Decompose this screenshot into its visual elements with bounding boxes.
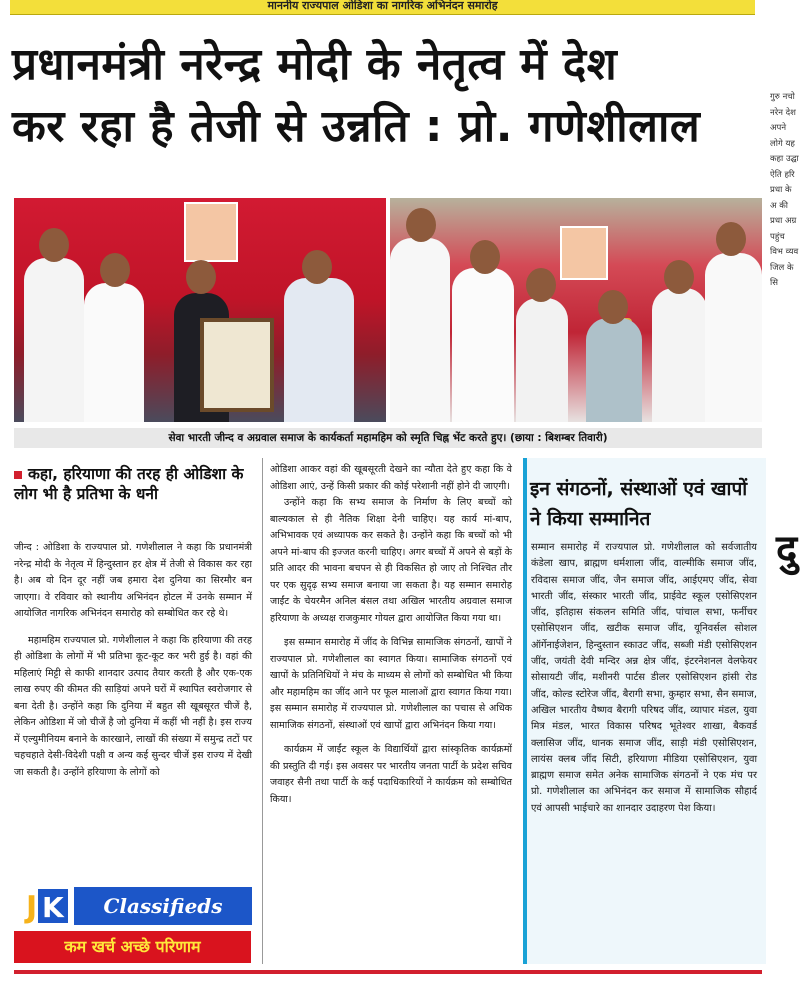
person-head (406, 208, 436, 242)
column-divider (262, 458, 263, 964)
top-banner (10, 0, 755, 15)
classifieds-tagline: कम खर्च अच्छे परिणाम (14, 931, 251, 963)
honors-title: इन संगठनों, संस्थाओं एवं खापों ने किया सम्मानित (530, 478, 748, 530)
classifieds-banner: Classifieds (74, 887, 252, 925)
person-figure (586, 318, 642, 422)
person-head (664, 260, 694, 294)
left-subheading-text: कहा, हरियाणा की तरह ही ओडिशा के लोग भी है प्रतिभा के धनी (14, 465, 244, 503)
person-head (598, 290, 628, 324)
bottom-rule (14, 970, 762, 974)
portrait-inset (560, 226, 608, 280)
paragraph: ओडिशा आकर वहां की खूबसूरती देखने का न्यौता देते हुए कहा कि वे ओडिशा आएं, उन्हें किसी प्रकार की कोई परेशानी नहीं होने दी जाएगी। (270, 464, 512, 492)
left-article-body (14, 540, 252, 781)
person-figure (24, 258, 84, 422)
person-head (302, 250, 332, 284)
photo-right (390, 198, 762, 422)
person-head (100, 253, 130, 287)
paragraph: उन्होंने कहा कि सभ्य समाज के निर्माण के लिए बच्चों को बाल्यकाल से ही नैतिक शिक्षा देनी चाहिए। यह कार्य मां-बाप, अभिभावक एवं अध्यापक कर सकते है। उन्होंने कहा कि बच्चों को भी अपने मां-बाप की इज्जत करनी चाहिए। अगर बच्चों में अपने से बड़ों के प्रति आदर की भावना बचपन से ही विकसित हो जाए तो निश्चित तौर पर एक सुदृढ़ सभ्य समाज बनाया जा सकता है। यह सम्मान समारोह जाईंट के चेयरमैन अनिल बंसल तथा अखिल भारतीय अग्रवाल समाज हरियाणा के अध्यक्ष राजकुमार गोयल द्वारा आयोजित किया गया था। (270, 497, 512, 624)
person-figure (452, 268, 514, 422)
portrait-inset (184, 202, 238, 262)
paragraph: कार्यक्रम में जाईंट स्कूल के विद्यार्थियों द्वारा सांस्कृतिक कार्यक्रमों की प्रस्तुति दी गई। इस अवसर पर भारतीय जनता पार्टी के प्रदेश सचिव जवाहर सैनी तथा पार्टी के कई पदाधिकारियों ने कार्यक्रम को सम्बोधित किया। (270, 744, 512, 805)
memento-frame (200, 318, 274, 412)
svg-text:J: J (26, 890, 38, 925)
svg-text:K: K (42, 891, 64, 924)
person-head (526, 268, 556, 302)
middle-article-body (270, 462, 512, 808)
top-banner-text: माननीय राज्यपाल ओडिशा का नागरिक अभिनंदन समारोह (267, 0, 498, 12)
bullet-square-icon (14, 471, 22, 479)
person-figure (84, 283, 144, 422)
person-figure (284, 278, 354, 422)
person-figure (705, 253, 762, 422)
photo-left (14, 198, 386, 422)
paragraph: महामहिम राज्यपाल प्रो. गणेशीलाल ने कहा कि हरियाणा की तरह ही ओडिशा के लोगों में भी प्रतिभा कूट-कूट कर भरी हुई है। वहां की महिलाएं मिट्टी से काफी शानदार उत्पाद तैयार करती है और एक-एक लाख रुपए की कीमत की साड़ियां अपने घरों में स्थापित स्वरोजगार से बना देती है। उन्होंने कहा कि दुनिया में बहुत सी खूबसूरत चीजें है, लेकिन ओडिशा में जो चीजें है जो दुनिया में कहीं भी नहीं है। इस राज्य में एल्युमीनियम बनाने के कारखाने, लाखों की संख्या में समुन्द्र तटों पर चहचहाते देसी-विदेशी पक्षी व अन्य कई सुन्दर चीजें इस राज्य में देखी जा सकती है। उन्होंने हरियाणा के लोगों को (14, 634, 252, 778)
person-head (39, 228, 69, 262)
person-head (716, 222, 746, 256)
adjacent-column-fragment: गुरु नचो नरेन देश अपने लोगे यह कहा उद्घा ऐति हरि प्रधा के अ की प्रधा अग्र पहुंच विभ व्यव जिल के सि (770, 92, 799, 288)
honors-body: सम्मान समारोह में राज्यपाल प्रो. गणेशीलाल को सर्वजातीय कंडेला खाप, ब्राह्मण धर्मशाला जींद, वाल्मीकि समाज जींद, रविदास समाज जींद, जैन समाज जींद, आईएमए जींद, सेवा भारती जींद, संस्कार भारती जींद, प्राईवेट स्कूल एसोसिएशन जींद, इतिहास संकलन समिति जींद, पांचाल सभा, फर्नीचर एसोसिएशन जींद, खटीक समाज जींद, यूनिवर्सल सोशल ऑर्गेनाईजेशन, हिन्दुस्तान स्काउट जींद, सब्जी मंडी एसोसिएशन जींद, जयंती देवी मन्दिर अन्न क्षेत्र जींद, इंटरनेशनल वेलफेयर सोसायटी जींद, मशीनरी पार्टस डीलर एसोसिएशन हांसी रोड जींद, कोल्ड स्टोरेज जींद, बैरागी सभा, कुम्हार सभा, सैन समाज, अखिल भारतीय वैष्णव बैरागी परिषद जींद, व्यापार मंडल, युवा मित्र मंडल, भारत विकास परिषद भूतेश्वर शाखा, बैकवर्ड क्लासिज जींद, धानक समाज जींद, साड़ी मंडी एसोसिएशन, लायंस क्लब जींद सिटी, हरियाणा मीडिया एसोसिएशन, युवा ब्राह्मण समाज समेत अनेक सामाजिक संगठनों ने एक मंच पर प्रो. गणेशीलाल का अभिनंदन कर समाज में सामाजिक सौहार्द एवं आपसी भाईचारे का शानदार उदाहरण पेश किया। (531, 542, 757, 814)
person-figure (516, 298, 568, 422)
headline-line-1: प्रधानमंत्री नरेन्द्र मोदी के नेतृत्व में देश (12, 39, 618, 90)
paragraph: जीन्द : ओडिशा के राज्यपाल प्रो. गणेशीलाल ने कहा कि प्रधानमंत्री नरेन्द्र मोदी के नेतृत्व में हिन्दुस्तान हर क्षेत्र में तेजी से विकास कर रहा है। अब वो दिन दूर नहीं जब हमारा देश दुनिया का सिरमौर बन जाएगा। वे रविवार को स्थानीय अभिनंदन होटल में उनके सम्मान में आयोजित नागरिक अभिनंदन समारोह को सम्बोधित कर रहे थे। (14, 542, 252, 619)
headline-line-2: कर रहा है तेजी से उन्नति : प्रो. गणेशीलाल (12, 101, 701, 152)
person-head (470, 240, 500, 274)
photo-caption: सेवा भारती जीन्द व अग्रवाल समाज के कार्यकर्ता महामहिम को स्मृति चिह्न भेंट करते हुए। (छाया : बिशम्बर तिवारी) (14, 428, 762, 448)
adjacent-headline-fragment: दु (776, 527, 798, 573)
person-figure (652, 288, 707, 422)
headline (12, 34, 752, 158)
classifieds-ad (14, 887, 251, 965)
jk-logo-icon (22, 887, 70, 925)
person-head (186, 260, 216, 294)
left-subheading (14, 464, 254, 504)
paragraph: इस सम्मान समारोह में जींद के विभिन्न सामाजिक संगठनों, खापों ने राज्यपाल प्रो. गणेशीलाल का स्वागत किया। सामाजिक संगठनों एवं खापों के प्रतिनिधियों ने मंच के माध्यम से लोगों को सम्बोधित भी किया और महामहिम का जींद आने पर फूल मालाओं द्वारा स्वागत किया गया। इस सम्मान समारोह में राज्यपाल प्रो. गणेशीलाल का पचास से अधिक सामाजिक संगठनों, संस्थाओं एवं खापों द्वारा अभिनंदन किया गया। (270, 637, 512, 731)
person-figure (390, 238, 450, 422)
